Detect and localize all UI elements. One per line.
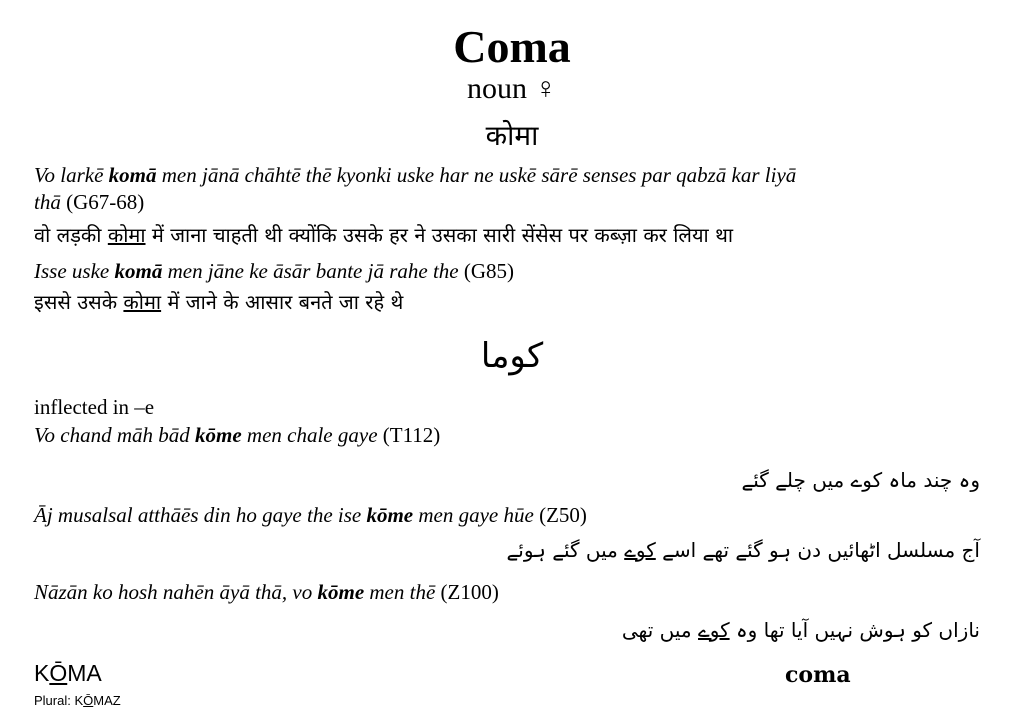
urdu-example-1-roman-bold: kōme [195, 423, 242, 447]
example-2-devanagari [34, 288, 403, 315]
urdu-headword: کوما [480, 336, 544, 376]
example-1-roman-pre: Vo larkē [34, 163, 109, 187]
romanized-headword [34, 660, 102, 687]
urdu-example-2-roman [34, 503, 587, 528]
urdu-example-2-roman-pre: Āj musalsal atthāēs din ho gaye the ise [34, 503, 367, 527]
urdu-example-3-post: میں تھی [621, 618, 699, 642]
urdu-example-3-roman [34, 580, 499, 605]
blackletter-word: coma [785, 662, 851, 688]
example-2-ref: (G85) [458, 259, 515, 283]
urdu-example-3-ref: (Z100) [435, 580, 499, 604]
example-1-roman-line1 [34, 163, 796, 188]
romanized-head-vowel: Ō [49, 660, 68, 686]
example-2-dev-pre: इससे उसके [34, 290, 124, 314]
example-1-dev-pre: वो लड़की [34, 223, 108, 247]
example-1-roman-post: men jānā chāhtē thē kyonki uske har ne uskē sārē senses par qabzā kar liyā [156, 163, 797, 187]
pos-label: noun [467, 72, 527, 105]
example-2-roman-pre: Isse uske [34, 259, 115, 283]
plural-vowel: Ō [83, 693, 94, 708]
example-2-roman-bold: komā [114, 259, 163, 283]
plural-post: MAZ [93, 693, 121, 708]
part-of-speech [0, 72, 1024, 106]
female-gender-icon: ♀ [534, 72, 557, 105]
example-1-roman-bold: komā [108, 163, 157, 187]
example-1-dev-post: में जाना चाहती थी क्योंकि उसके हर ने उसका सारी सेंसेस पर कब्ज़ा कर लिया था [145, 223, 734, 247]
urdu-example-2-roman-post: men gaye hūe [413, 503, 534, 527]
urdu-example-1-roman-post: men chale gaye [241, 423, 378, 447]
urdu-example-2-pre: آج مسلسل اٹھائیں دن ہو گئے تھے اسے [655, 538, 980, 562]
example-1-dev-keyword: कोमा [107, 223, 146, 247]
urdu-example-2-post: میں گئے ہوئے [506, 538, 625, 562]
plural-label: Plural: K [34, 693, 84, 708]
urdu-example-2-script [507, 538, 980, 562]
example-1-ref: (G67-68) [60, 190, 145, 214]
urdu-example-3-roman-post: men thē [364, 580, 436, 604]
urdu-example-3-roman-bold: kōme [317, 580, 365, 604]
urdu-example-1-ref: (T112) [377, 423, 441, 447]
example-2-roman [34, 259, 514, 284]
urdu-example-3-keyword: کوے [698, 618, 730, 642]
urdu-example-2-keyword: کوے [624, 538, 656, 562]
example-2-roman-post: men jāne ke āsār bante jā rahe the [162, 259, 459, 283]
example-1-devanagari [34, 221, 733, 248]
romanized-head-post: MA [67, 660, 102, 686]
urdu-example-2-roman-bold: kōme [366, 503, 414, 527]
inflection-note: inflected in –e [34, 395, 155, 419]
example-1-roman-end: thā [34, 190, 61, 214]
headword: Coma [453, 21, 571, 72]
urdu-example-3-script [622, 618, 980, 642]
plural-form [34, 693, 121, 708]
example-1-roman-line2 [34, 190, 144, 215]
urdu-example-1-roman [34, 423, 440, 448]
urdu-example-3-pre: نازاں کو ہوش نہیں آیا تھا وہ [729, 618, 980, 642]
hindi-headword: कोमा [485, 119, 539, 152]
romanized-head-pre: K [34, 660, 50, 686]
example-2-dev-keyword: कोमा [123, 290, 162, 314]
example-2-dev-post: में जाने के आसार बनते जा रहे थे [161, 290, 404, 314]
urdu-example-2-ref: (Z50) [533, 503, 587, 527]
urdu-example-1-script: وہ چند ماہ کوے میں چلے گئے [741, 468, 980, 492]
urdu-example-3-roman-pre: Nāzān ko hosh nahēn āyā thā, vo [34, 580, 318, 604]
urdu-example-1-roman-pre: Vo chand māh bād [34, 423, 195, 447]
